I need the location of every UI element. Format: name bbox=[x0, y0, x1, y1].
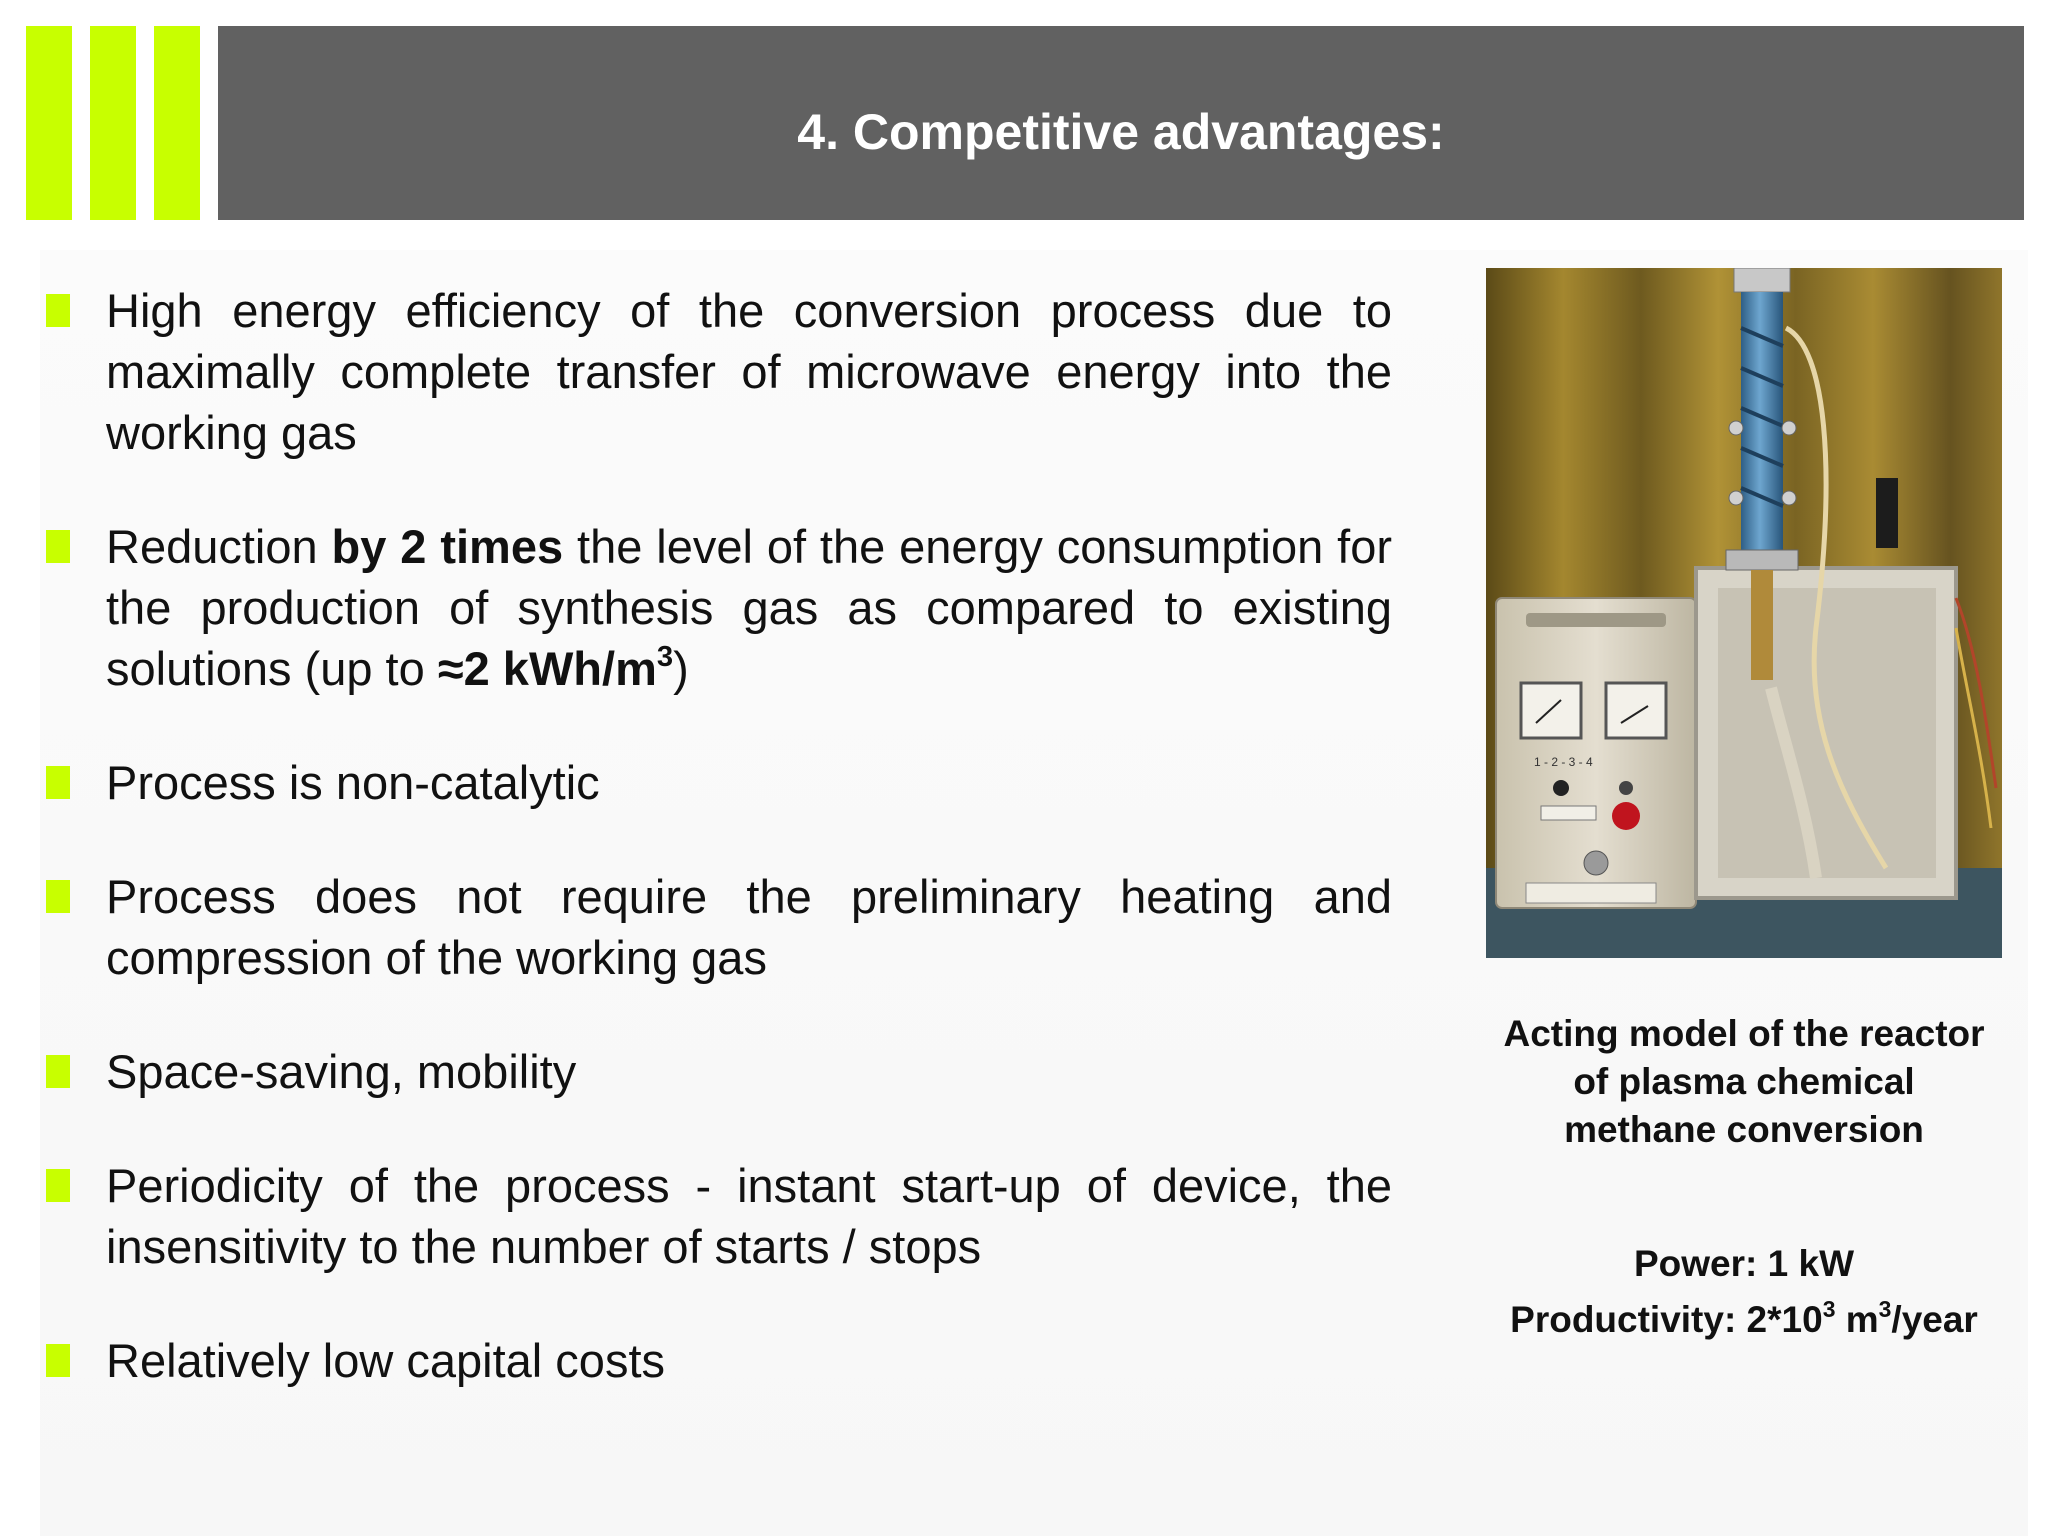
sensor-device bbox=[1876, 478, 1898, 548]
cabinet-handle bbox=[1526, 613, 1666, 627]
bolt-icon bbox=[1729, 491, 1743, 505]
productivity-suffix: /year bbox=[1891, 1299, 1978, 1340]
bullet-marker-icon bbox=[46, 880, 70, 913]
bolt-icon bbox=[1782, 421, 1796, 435]
reactor-illustration bbox=[1486, 268, 2002, 958]
bullet-text: Relatively low capital costs bbox=[106, 1334, 665, 1387]
switch-icon bbox=[1584, 851, 1608, 875]
productivity-spec bbox=[1474, 1292, 2014, 1348]
productivity-unit-exponent: 3 bbox=[1878, 1296, 1892, 1323]
logo-stripe bbox=[154, 26, 200, 220]
gauge-icon bbox=[1606, 683, 1666, 738]
bullet-text-middle: the level of the energy consumption for the production of synthesis gas as compared to existing solutions (up to bbox=[106, 520, 1393, 695]
list-item bbox=[40, 1041, 1392, 1102]
reactor-frame-inner bbox=[1718, 588, 1936, 878]
caption-line: methane conversion bbox=[1564, 1109, 1924, 1150]
bullet-text: Process does not require the preliminary heating and compression of the working gas bbox=[106, 870, 1392, 984]
bullet-emphasis-energy: ≈2 kWh/m bbox=[437, 642, 657, 695]
bullet-marker-icon bbox=[46, 530, 70, 563]
cabinet-dial-label: 1 - 2 - 3 - 4 bbox=[1534, 755, 1593, 769]
power-spec: Power: 1 kW bbox=[1634, 1243, 1854, 1284]
bullet-marker-icon bbox=[46, 1169, 70, 1202]
page-title: 4. Competitive advantages: bbox=[797, 104, 1445, 160]
bullet-marker-icon bbox=[46, 1344, 70, 1377]
title-bar bbox=[218, 26, 2024, 220]
logo-stripe bbox=[90, 26, 136, 220]
bullet-text: Periodicity of the process - instant start-up of device, the insensitivity to the number of starts / stops bbox=[106, 1159, 1392, 1273]
photo-caption bbox=[1474, 1010, 2014, 1154]
bullet-marker-icon bbox=[46, 766, 70, 799]
red-button-icon bbox=[1612, 802, 1640, 830]
tube-base-flange bbox=[1726, 550, 1798, 570]
reactor-photo bbox=[1486, 268, 2002, 958]
bullet-text-after: ) bbox=[673, 642, 689, 695]
list-item bbox=[40, 280, 1392, 463]
caption-line: of plasma chemical bbox=[1573, 1061, 1915, 1102]
productivity-prefix: Productivity: 2*10 bbox=[1510, 1299, 1823, 1340]
list-item bbox=[40, 752, 1392, 813]
bullet-marker-icon bbox=[46, 294, 70, 327]
knob-icon bbox=[1619, 781, 1633, 795]
bolt-icon bbox=[1782, 491, 1796, 505]
logo-stripes bbox=[26, 26, 202, 220]
bullet-text: Process is non-catalytic bbox=[106, 756, 600, 809]
list-item bbox=[40, 1155, 1392, 1277]
bullet-text: High energy efficiency of the conversion process due to maximally complete transfer of microwave energy into the working gas bbox=[106, 284, 1392, 459]
bullet-marker-icon bbox=[46, 1055, 70, 1088]
productivity-unit: m bbox=[1835, 1299, 1879, 1340]
list-item bbox=[40, 1330, 1392, 1391]
logo-stripe bbox=[26, 26, 72, 220]
cabinet-label-plate bbox=[1541, 806, 1596, 820]
top-flange bbox=[1734, 268, 1790, 292]
specs-block bbox=[1474, 1236, 2014, 1348]
copper-fitting bbox=[1751, 570, 1773, 680]
bullet-emphasis-times: by 2 times bbox=[331, 520, 564, 573]
bullet-superscript: 3 bbox=[656, 641, 674, 674]
advantages-list bbox=[40, 280, 1392, 1391]
list-item bbox=[40, 866, 1392, 988]
list-item bbox=[40, 516, 1392, 699]
cabinet-nameplate bbox=[1526, 883, 1656, 903]
bullet-text-before: Reduction bbox=[106, 520, 332, 573]
bullet-text: Space-saving, mobility bbox=[106, 1045, 577, 1098]
caption-line: Acting model of the reactor bbox=[1503, 1013, 1985, 1054]
bolt-icon bbox=[1729, 421, 1743, 435]
knob-icon bbox=[1553, 780, 1569, 796]
productivity-exponent: 3 bbox=[1822, 1296, 1836, 1323]
